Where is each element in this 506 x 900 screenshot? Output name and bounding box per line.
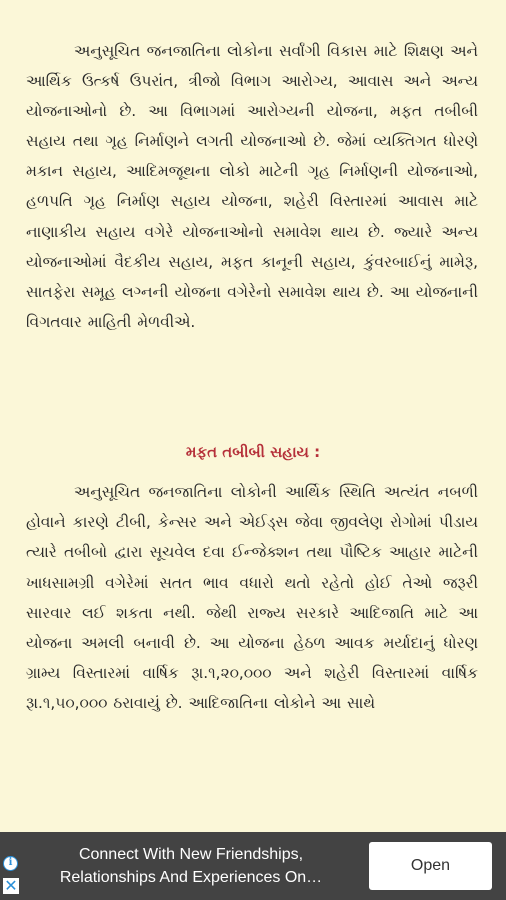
ad-headline-line: Relationships And Experiences On… bbox=[59, 869, 323, 886]
ad-close-icon[interactable]: ✕ bbox=[4, 876, 18, 895]
section-heading: મફત તબીબી સહાય : bbox=[185, 443, 321, 461]
ad-info-icon[interactable]: i bbox=[3, 856, 18, 871]
article-paragraph: અનુસૂચિત જનજાતિના લોકોના સર્વાંગી વિકાસ માટે શિક્ષણ અને આર્થિક ઉત્કર્ષ ઉપરાંત, ત્રીજો વિભાગ આરોગ્ય, આવાસ અને અન્ય યોજનાઓનો છે. આ વિભાગમાં આરોગ્યની યોજના, મફત તબીબી સહાય તથા ગૃહ નિર્માણને લગતી યોજનાઓ છે. જેમાં વ્યક્તિગત ધોરણે મકાન સહાય, આદિમજૂથના લોકો માટેની ગૃહ નિર્માણની યોજનાઓ, હળપતિ ગૃહ નિર્માણ સહાય યોજના, શહેરી વિસ્તારમાં આવાસ માટે નાણાકીય સહાય વગેરે યોજનાઓનો સમાવેશ થાય છે. જ્યારે અન્ય યોજનાઓમાં વૈદકીય સહાય, મફત કાનૂની સહાય, કુંવરબાઈનું મામેરૂ, સાતફેરા સમૂહ લગ્નની યોજના વગેરેનો સમાવેશ થાય છે. આ યોજનાની વિગતવાર માહિતી મેળવીએ. bbox=[26, 42, 478, 331]
ad-headline-line: Connect With New Friendships, bbox=[78, 846, 304, 863]
article-paragraph: અનુસૂચિત જનજાતિના લોકોની આર્થિક સ્થિતિ અત્યંત નબળી હોવાને કારણે ટીબી, કેન્સર અને એઈડ્સ જેવા જીવલેણ રોગોમાં પીડાય ત્યારે તબીબો દ્વારા સૂચવેલ દવા ઈન્જેક્શન તથા પૌષ્ટિક આહાર માટેની ખાધસામગ્રી વગેરેમાં સતત ભાવ વધારો થતો રહેતો હોઈ તેઓ જરૂરી સારવાર લઈ શકતા નથી. જેથી રાજ્ય સરકારે આદિજાતિ માટે આ યોજના અમલી બનાવી છે. આ યોજના હેઠળ આવક મર્યાદાનું ધોરણ ગ્રામ્ય વિસ્તારમાં વાર્ષિક રૂા.૧,૨૦,૦૦૦ અને શહેરી વિસ્તારમાં વાર્ષિક રૂા.૧,૫૦,૦૦૦ ઠરાવાયું છે. આદિજાતિના લોકોને આ સાથે bbox=[26, 483, 478, 713]
ad-open-button[interactable]: Open bbox=[369, 842, 492, 890]
ad-headline[interactable] bbox=[36, 843, 346, 889]
